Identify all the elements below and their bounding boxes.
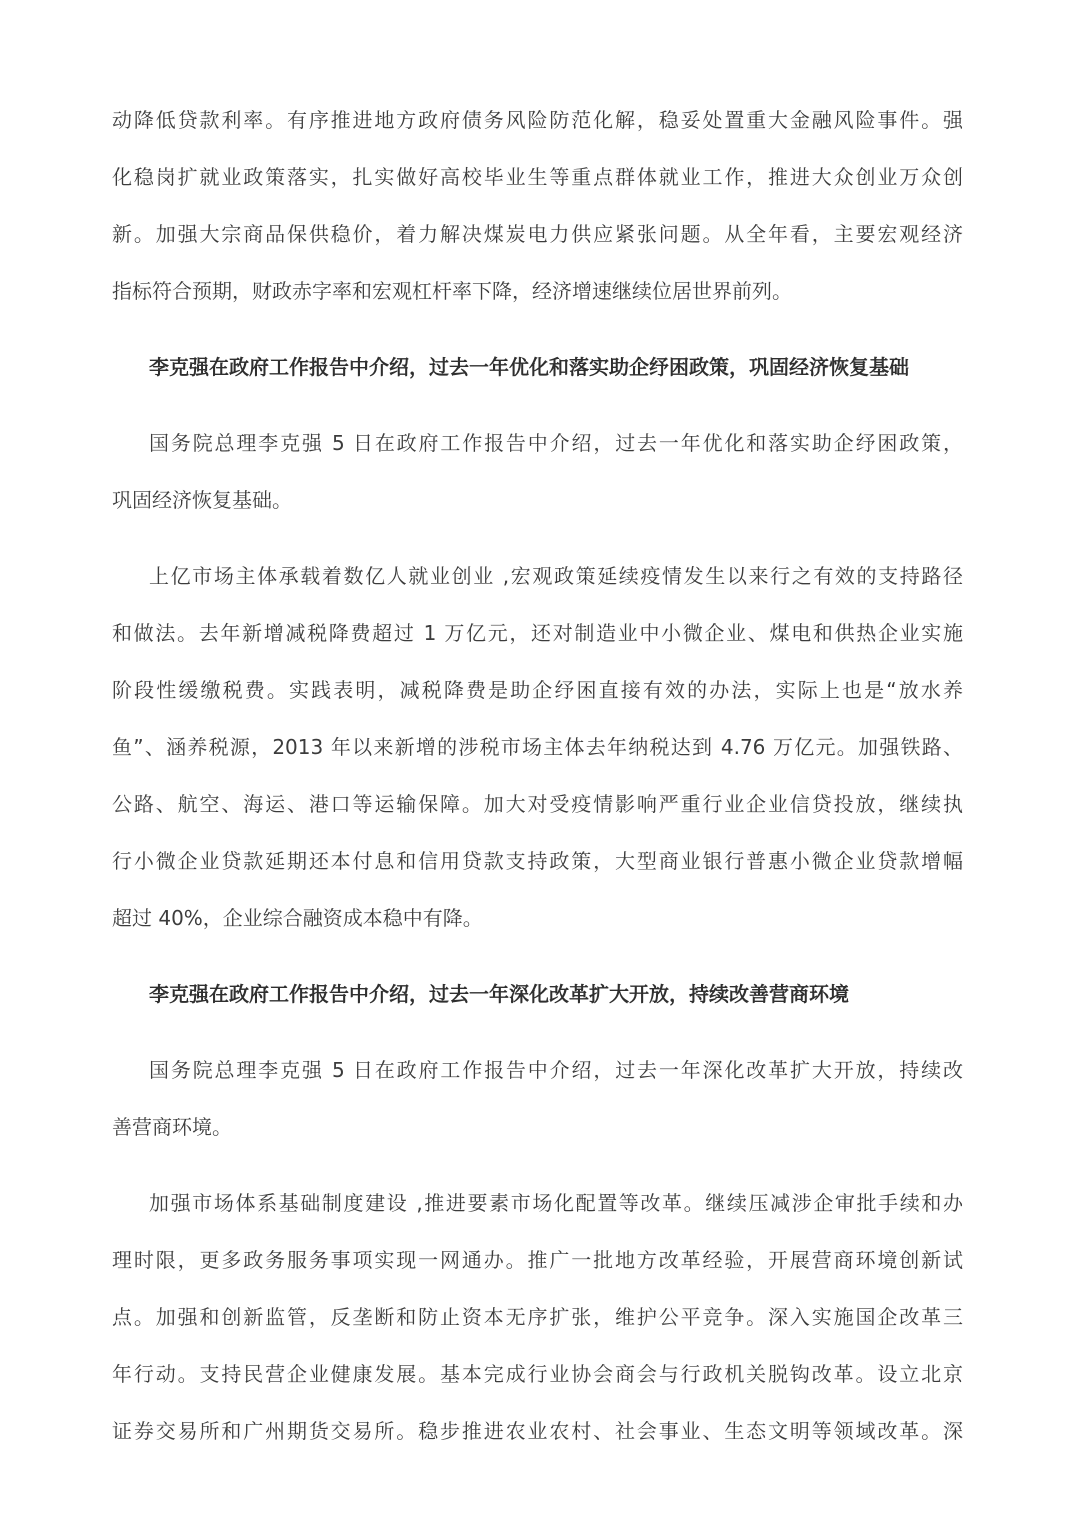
text-line: 点。加强和创新监管，反垄断和防止资本无序扩张，维护公平竞争。深入实施国企改革三 <box>112 1305 963 1329</box>
heading-paragraph <box>112 339 963 396</box>
text-line: 公路、航空、海运、港口等运输保障。加大对受疫情影响严重行业企业信贷投放，继续执 <box>112 792 963 816</box>
text-line: 善营商环境。 <box>112 1115 232 1139</box>
body-paragraph <box>112 92 963 320</box>
body-paragraph <box>112 1175 963 1460</box>
document-content <box>112 92 963 1460</box>
text-line: 证券交易所和广州期货交易所。稳步推进农业农村、社会事业、生态文明等领域改革。深 <box>112 1419 963 1443</box>
text-line: 上亿市场主体承载着数亿人就业创业 ,宏观政策延续疫情发生以来行之有效的支持路径 <box>149 564 963 588</box>
text-line: 阶段性缓缴税费。实践表明，减税降费是助企纾困直接有效的办法，实际上也是“放水养 <box>112 678 963 702</box>
text-line: 国务院总理李克强 5 日在政府工作报告中介绍，过去一年深化改革扩大开放，持续改 <box>149 1058 963 1082</box>
text-line: 李克强在政府工作报告中介绍，过去一年优化和落实助企纾困政策，巩固经济恢复基础 <box>149 355 909 379</box>
text-line: 动降低贷款利率。有序推进地方政府债务风险防范化解，稳妥处置重大金融风险事件。强 <box>112 108 963 132</box>
body-paragraph <box>112 548 963 947</box>
body-paragraph <box>112 1042 963 1156</box>
text-line: 年行动。支持民营企业健康发展。基本完成行业协会商会与行政机关脱钩改革。设立北京 <box>112 1362 963 1386</box>
text-line: 超过 40%，企业综合融资成本稳中有降。 <box>112 906 483 930</box>
text-line: 新。加强大宗商品保供稳价，着力解决煤炭电力供应紧张问题。从全年看，主要宏观经济 <box>112 222 963 246</box>
body-paragraph <box>112 415 963 529</box>
text-line: 巩固经济恢复基础。 <box>112 488 292 512</box>
text-line: 国务院总理李克强 5 日在政府工作报告中介绍，过去一年优化和落实助企纾困政策， <box>149 431 963 455</box>
text-line: 加强市场体系基础制度建设 ,推进要素市场化配置等改革。继续压减涉企审批手续和办 <box>149 1191 963 1215</box>
text-line: 指标符合预期，财政赤字率和宏观杠杆率下降，经济增速继续位居世界前列。 <box>112 279 792 303</box>
text-line: 李克强在政府工作报告中介绍，过去一年深化改革扩大开放，持续改善营商环境 <box>149 982 849 1006</box>
text-line: 化稳岗扩就业政策落实，扎实做好高校毕业生等重点群体就业工作，推进大众创业万众创 <box>112 165 963 189</box>
text-line: 鱼”、涵养税源，2013 年以来新增的涉税市场主体去年纳税达到 4.76 万亿元。加强铁路、 <box>112 735 963 759</box>
heading-paragraph <box>112 966 963 1023</box>
text-line: 和做法。去年新增减税降费超过 1 万亿元，还对制造业中小微企业、煤电和供热企业实施 <box>112 621 963 645</box>
text-line: 行小微企业贷款延期还本付息和信用贷款支持政策，大型商业银行普惠小微企业贷款增幅 <box>112 849 963 873</box>
text-line: 理时限，更多政务服务事项实现一网通办。推广一批地方改革经验，开展营商环境创新试 <box>112 1248 963 1272</box>
